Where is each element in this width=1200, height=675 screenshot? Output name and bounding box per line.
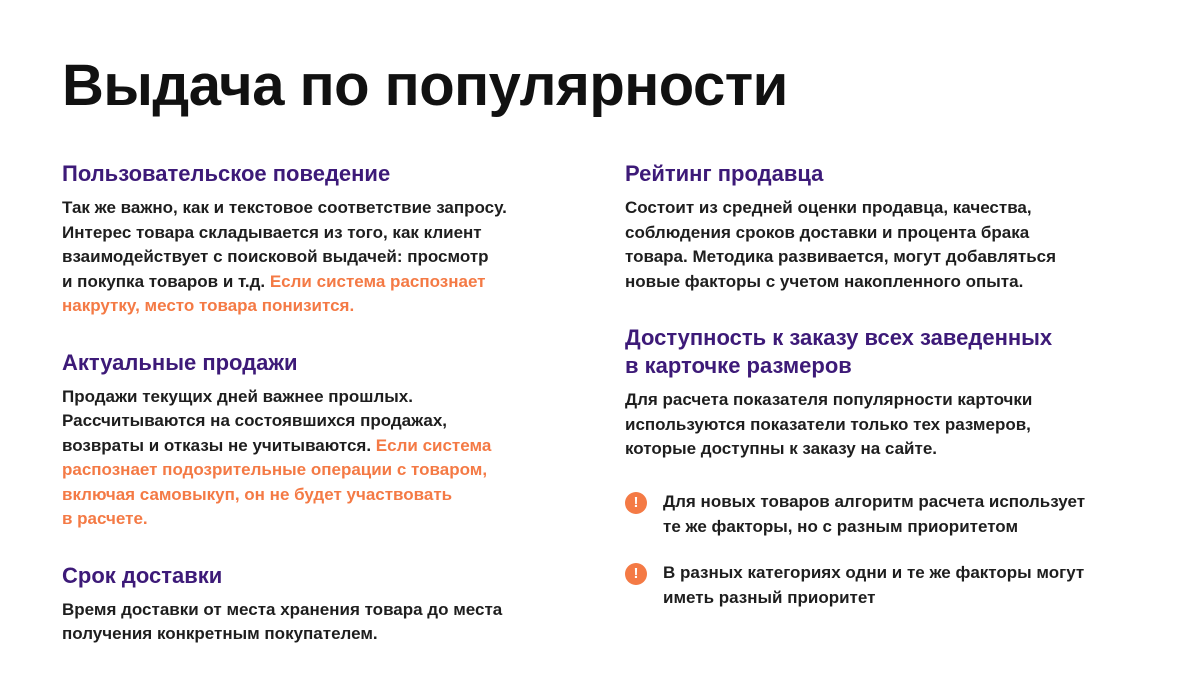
note-item [625,490,1165,539]
body-line: используются показатели только тех размеров, [625,414,1031,434]
section-user-behavior [62,160,582,319]
body-line: взаимодействует с поисковой выдачей: просмотр [62,247,489,266]
highlight-text: Если система [375,435,492,455]
section-body [62,196,582,319]
section-body [625,388,1155,462]
section-heading: Актуальные продажи [62,349,298,375]
highlight-line: распознает подозрительные операции с товаром, [62,460,488,479]
body-line: которые доступны к заказу на сайте. [625,439,938,458]
section-seller-rating [625,160,1155,294]
left-column [62,160,582,647]
notes-list [625,490,1165,610]
section-body [62,598,582,647]
note-line: иметь разный приоритет [663,587,876,607]
section-body [62,385,582,532]
section-body [625,196,1155,294]
note-line: Для новых товаров алгоритм расчета использует [663,492,1086,511]
section-size-availability [625,324,1155,462]
body-line: Рассчитываются на состоявшихся продажах, [62,411,448,430]
highlight-line: включая самовыкуп, он не будет участвовать [62,484,453,504]
note-item [625,561,1165,610]
heading-line: в карточке размеров [625,353,852,378]
body-text: и покупка товаров и т.д. [62,271,266,291]
heading-line: Доступность к заказу всех заведенных [625,325,1053,350]
body-line: Для расчета показателя популярности карточки [625,390,1033,409]
section-heading: Пользовательское поведение [62,161,391,186]
section-delivery-time [62,562,582,647]
right-column [625,160,1155,462]
body-text: возвраты и отказы не учитываются. [62,435,372,455]
body-line [62,270,582,295]
section-heading: Срок доставки [62,562,223,588]
body-line: товара. Методика развивается, могут добавляться [625,247,1057,266]
body-line: Продажи текущих дней важнее прошлых. [62,386,413,406]
note-line: те же факторы, но с разным приоритетом [663,516,1019,536]
body-line: Время доставки от места хранения товара до места [62,599,503,619]
body-line: соблюдения сроков доставки и процента брака [625,222,1030,242]
highlight-text: Если система распознает [269,271,486,291]
body-line: получения конкретным покупателем. [62,624,378,643]
body-line: Состоит из средней оценки продавца, качества, [625,198,1032,217]
note-line: В разных категориях одни и те же факторы могут [663,563,1085,582]
section-current-sales [62,349,582,532]
body-line [62,434,582,459]
page-title: Выдача по популярности [62,53,788,118]
body-line: Так же важно, как и текстовое соответствие запросу. [62,198,507,217]
highlight-line: в расчете. [62,509,148,528]
body-line: новые факторы с учетом накопленного опыта. [625,271,1024,291]
section-heading [625,324,1155,380]
body-line: Интерес товара складывается из того, как клиент [62,222,482,242]
exclamation-icon: ! [625,492,647,514]
exclamation-icon: ! [625,563,647,585]
section-heading: Рейтинг продавца [625,161,824,186]
highlight-line: накрутку, место товара понизится. [62,296,355,315]
